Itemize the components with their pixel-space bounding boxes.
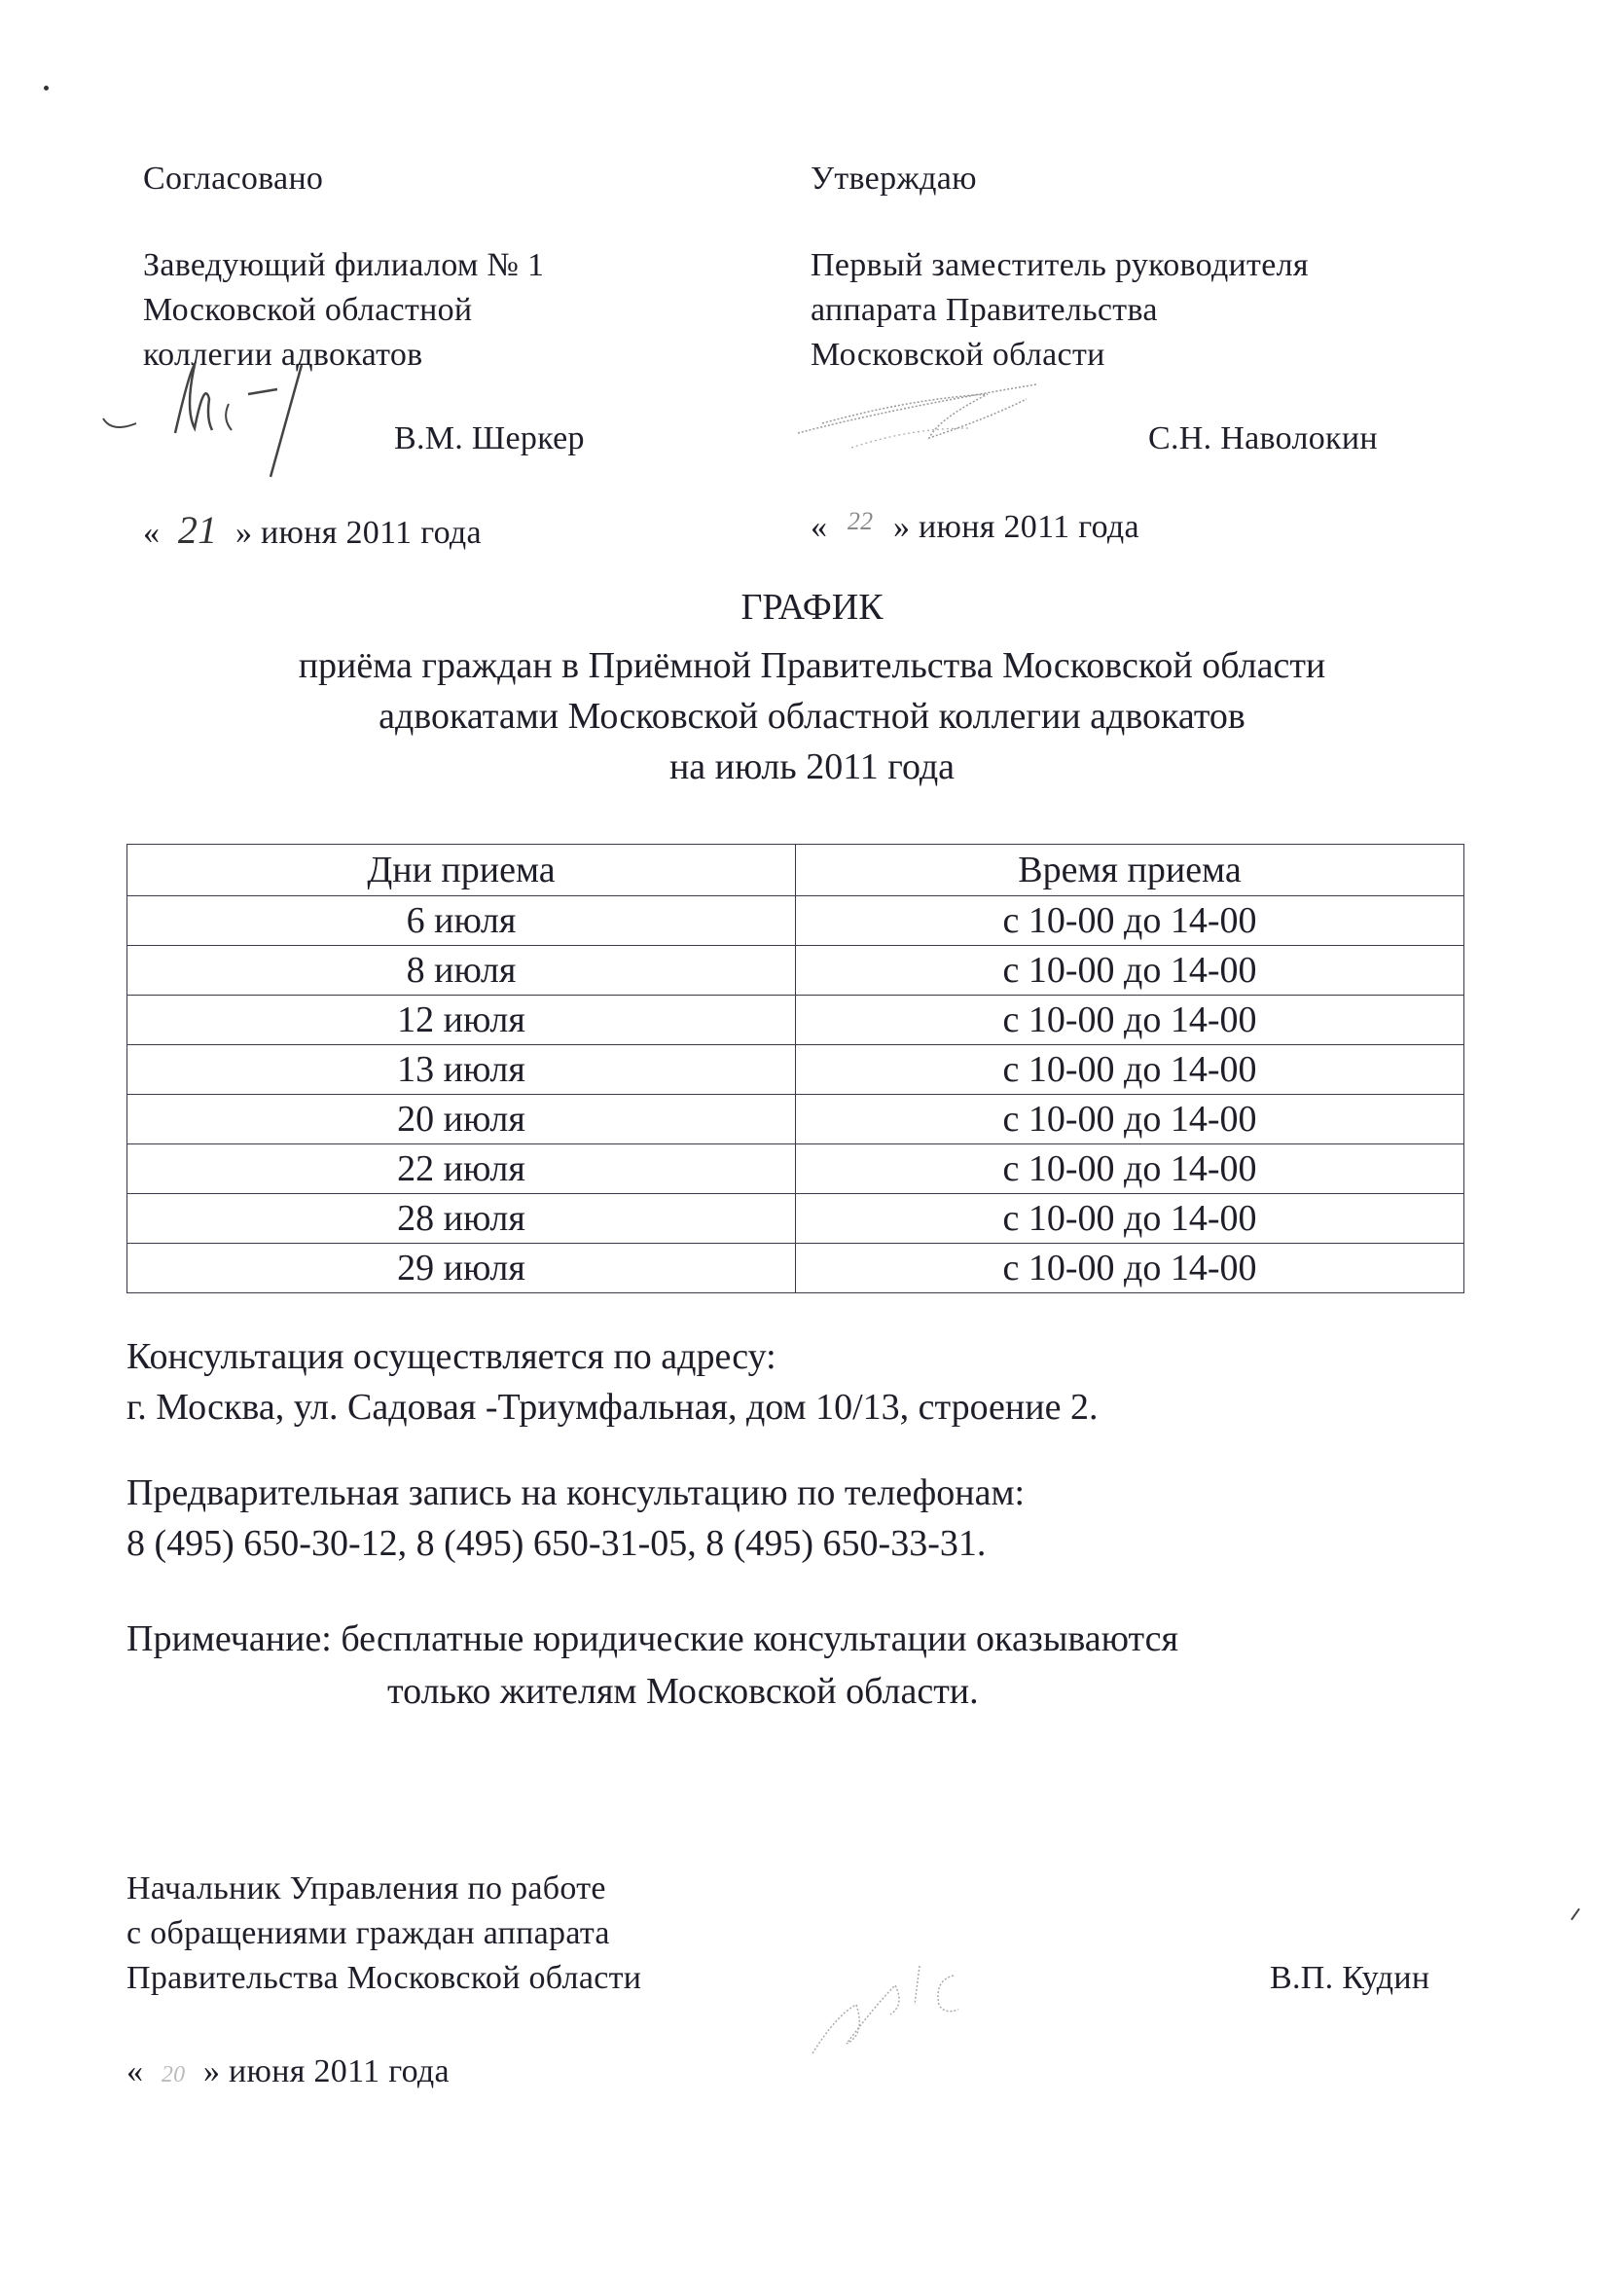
footer-position-line: Правительства Московской области (126, 1960, 642, 1996)
date-open-quote: « (143, 515, 161, 551)
footer-position-line: Начальник Управления по работе (126, 1870, 606, 1906)
day-cell: 29 июля (127, 1244, 796, 1293)
day-cell: 28 июля (127, 1194, 796, 1244)
day-cell: 8 июля (127, 946, 796, 996)
right-position-line: Московской области (811, 337, 1105, 373)
address-value: г. Москва, ул. Садовая -Триумфальная, дом 10/13, строение 2. (126, 1387, 1099, 1428)
left-approval-date (143, 506, 482, 555)
table-row (127, 1194, 1464, 1244)
date-rest: » июня 2011 года (202, 2053, 450, 2089)
document-subtitle-line: приёма граждан в Приёмной Правительства Московской области (298, 645, 1326, 686)
phones-label: Предварительная запись на консультацию по телефонам: (126, 1472, 1026, 1513)
table-row (127, 1045, 1464, 1095)
signature-sherker (97, 360, 389, 506)
table-row (127, 896, 1464, 946)
right-signatory-name: С.Н. Наволокин (1148, 420, 1378, 456)
note-line: Примечание: бесплатные юридические консультации оказываются (126, 1618, 1178, 1659)
table-row (127, 1095, 1464, 1144)
right-status: Утверждаю (811, 161, 977, 197)
signature-navolokin (793, 370, 1065, 457)
table-row (127, 996, 1464, 1045)
time-cell: с 10-00 до 14-00 (796, 996, 1464, 1045)
handwritten-day: 22 (847, 507, 874, 535)
note-line: только жителям Московской области. (387, 1671, 979, 1712)
left-position-line: Заведующий филиалом № 1 (143, 247, 545, 283)
table-row (127, 1244, 1464, 1293)
date-rest: » июня 2011 года (892, 509, 1139, 545)
right-approval-date (811, 506, 1139, 549)
right-position-line: Первый заместитель руководителя (811, 247, 1309, 283)
address-label: Консультация осуществляется по адресу: (126, 1336, 776, 1377)
footer-signatory-name: В.П. Кудин (1270, 1960, 1430, 1996)
time-cell: с 10-00 до 14-00 (796, 1095, 1464, 1144)
left-position-line: коллегии адвокатов (143, 337, 423, 373)
phones-value: 8 (495) 650-30-12, 8 (495) 650-31-05, 8 (495) 650-33-31. (126, 1523, 987, 1564)
document-heading: ГРАФИК (740, 587, 884, 628)
time-cell: с 10-00 до 14-00 (796, 1244, 1464, 1293)
document-subtitle-line: на июль 2011 года (668, 746, 956, 787)
left-signatory-name: В.М. Шеркер (394, 420, 585, 456)
time-cell: с 10-00 до 14-00 (796, 1194, 1464, 1244)
date-open-quote: « (811, 509, 828, 545)
document-subtitle-line: адвокатами Московской областной коллегии адвокатов (379, 696, 1245, 737)
day-cell: 6 июля (127, 896, 796, 946)
column-header-time: Время приема (796, 845, 1464, 896)
time-cell: с 10-00 до 14-00 (796, 946, 1464, 996)
date-open-quote: « (126, 2053, 144, 2089)
day-cell: 22 июля (127, 1144, 796, 1194)
signature-kudin (798, 1946, 1070, 2073)
footer-position-line: с обращениями граждан аппарата (126, 1915, 610, 1951)
footer-date (126, 2051, 450, 2093)
time-cell: с 10-00 до 14-00 (796, 896, 1464, 946)
scan-mark (1570, 1908, 1580, 1921)
date-rest: » июня 2011 года (235, 515, 482, 551)
table-row (127, 946, 1464, 996)
scan-speck (44, 86, 49, 91)
schedule-table (126, 844, 1464, 1293)
table-row (127, 1144, 1464, 1194)
column-header-days: Дни приема (127, 845, 796, 896)
day-cell: 20 июля (127, 1095, 796, 1144)
handwritten-day: 21 (177, 508, 218, 552)
handwritten-day: 20 (161, 2062, 186, 2087)
left-position-line: Московской областной (143, 292, 473, 328)
day-cell: 13 июля (127, 1045, 796, 1095)
time-cell: с 10-00 до 14-00 (796, 1045, 1464, 1095)
right-position-line: аппарата Правительства (811, 292, 1158, 328)
time-cell: с 10-00 до 14-00 (796, 1144, 1464, 1194)
table-header-row (127, 845, 1464, 896)
left-status: Согласовано (143, 161, 324, 197)
day-cell: 12 июля (127, 996, 796, 1045)
